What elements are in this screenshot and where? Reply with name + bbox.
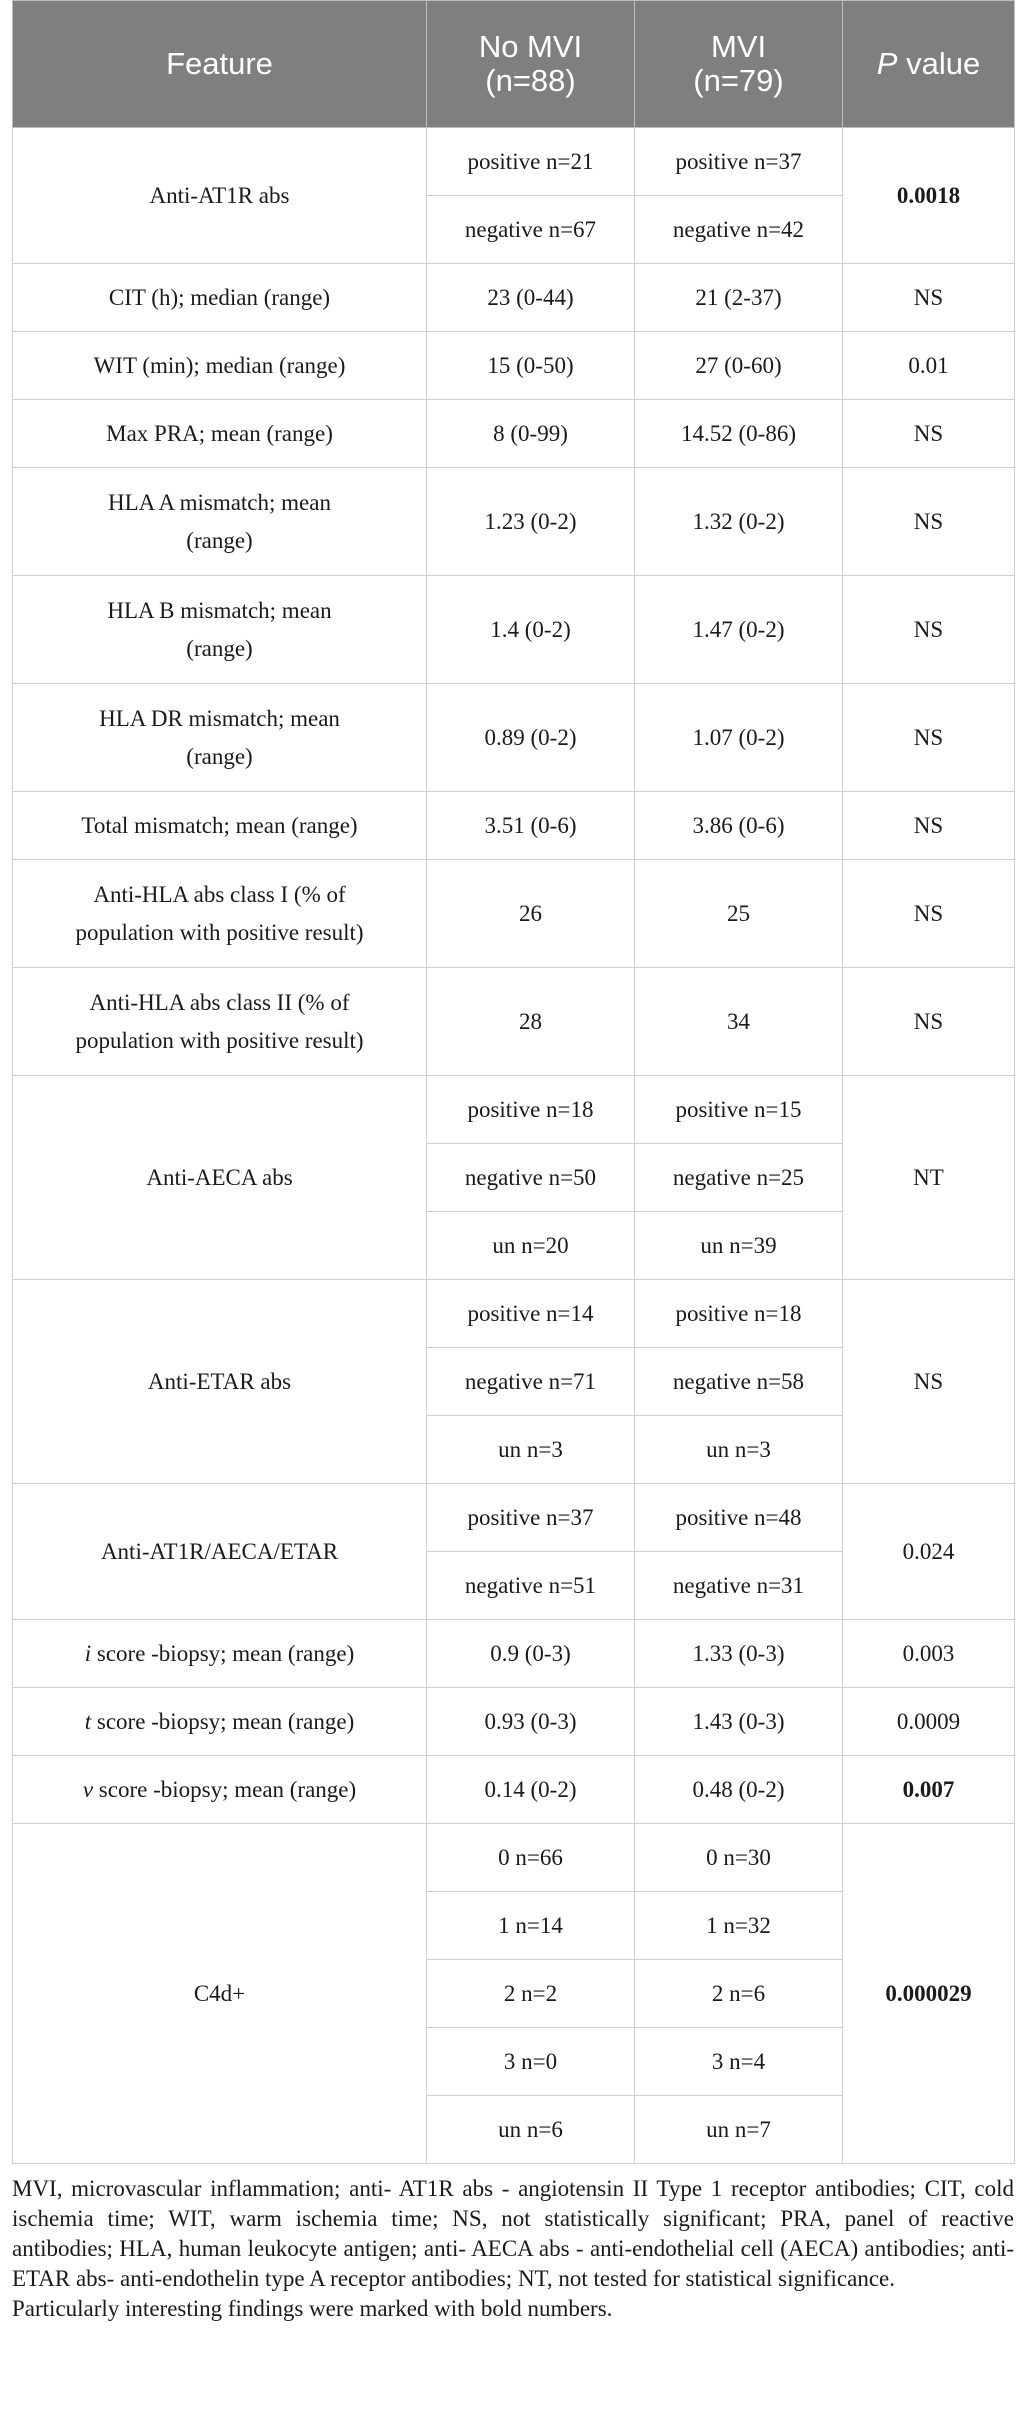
table-row — [13, 400, 1015, 468]
results-table — [12, 0, 1015, 2164]
mvi-cell: negative n=42 — [635, 196, 843, 264]
no-mvi-cell: 0.89 (0-2) — [427, 684, 635, 792]
no-mvi-cell: 3 n=0 — [427, 2028, 635, 2096]
mvi-cell: 1 n=32 — [635, 1892, 843, 1960]
table-footnote — [12, 2174, 1014, 2324]
no-mvi-cell: 1.4 (0-2) — [427, 576, 635, 684]
table-row — [13, 332, 1015, 400]
p-value-cell: NS — [843, 792, 1015, 860]
no-mvi-cell: negative n=71 — [427, 1348, 635, 1416]
mvi-cell: 0.48 (0-2) — [635, 1756, 843, 1824]
p-value-cell: NS — [843, 400, 1015, 468]
table-row — [13, 468, 1015, 576]
no-mvi-cell: 0 n=66 — [427, 1824, 635, 1892]
table-row — [13, 1076, 1015, 1144]
mvi-cell: un n=3 — [635, 1416, 843, 1484]
header-row — [13, 1, 1015, 128]
p-value-cell: NT — [843, 1076, 1015, 1280]
no-mvi-cell: un n=3 — [427, 1416, 635, 1484]
mvi-cell: un n=39 — [635, 1212, 843, 1280]
p-value-cell: NS — [843, 576, 1015, 684]
no-mvi-cell: 0.93 (0-3) — [427, 1688, 635, 1756]
mvi-cell: 1.32 (0-2) — [635, 468, 843, 576]
mvi-cell: 34 — [635, 968, 843, 1076]
feature-cell: HLA A mismatch; mean (range) — [13, 468, 427, 576]
no-mvi-cell: 1.23 (0-2) — [427, 468, 635, 576]
mvi-cell: negative n=31 — [635, 1552, 843, 1620]
table-container — [12, 0, 1014, 2324]
feature-cell: Anti-HLA abs class I (% of population with positive result) — [13, 860, 427, 968]
no-mvi-cell: un n=20 — [427, 1212, 635, 1280]
feature-cell: CIT (h); median (range) — [13, 264, 427, 332]
feature-cell: v score -biopsy; mean (range) — [13, 1756, 427, 1824]
feature-cell: Anti-AT1R abs — [13, 128, 427, 264]
no-mvi-cell: negative n=51 — [427, 1552, 635, 1620]
table-row — [13, 860, 1015, 968]
no-mvi-cell: positive n=14 — [427, 1280, 635, 1348]
mvi-cell: positive n=15 — [635, 1076, 843, 1144]
feature-cell: Max PRA; mean (range) — [13, 400, 427, 468]
no-mvi-cell: 2 n=2 — [427, 1960, 635, 2028]
no-mvi-cell: negative n=50 — [427, 1144, 635, 1212]
no-mvi-cell: positive n=21 — [427, 128, 635, 196]
feature-cell: i score -biopsy; mean (range) — [13, 1620, 427, 1688]
mvi-cell: negative n=25 — [635, 1144, 843, 1212]
p-value-cell: NS — [843, 264, 1015, 332]
mvi-cell: 3.86 (0-6) — [635, 792, 843, 860]
mvi-cell: un n=7 — [635, 2096, 843, 2164]
feature-cell: HLA DR mismatch; mean (range) — [13, 684, 427, 792]
abbreviations-note: MVI, microvascular inflammation; anti- AT1R abs - angiotensin II Type 1 receptor antibodies; CIT, cold ischemia time; WIT, warm ischemia time; NS, not statistically significant; PRA, panel of reactive antibodies; HLA, human leukocyte antigen; anti- AECA abs - anti-endothelial cell (AECA) antibodies; anti-ETAR abs- anti-endothelin type A receptor antibodies; NT, not tested for statistical significance. — [12, 2176, 1014, 2291]
p-value-cell: 0.0018 — [843, 128, 1015, 264]
header-p-value: P value — [843, 1, 1015, 128]
feature-cell: Anti-HLA abs class II (% of population with positive result) — [13, 968, 427, 1076]
table-row — [13, 128, 1015, 196]
no-mvi-cell: 8 (0-99) — [427, 400, 635, 468]
no-mvi-cell: 15 (0-50) — [427, 332, 635, 400]
mvi-cell: positive n=37 — [635, 128, 843, 196]
header-no-mvi: No MVI (n=88) — [427, 1, 635, 128]
feature-cell: Anti-ETAR abs — [13, 1280, 427, 1484]
mvi-cell: 1.47 (0-2) — [635, 576, 843, 684]
p-value-cell: NS — [843, 684, 1015, 792]
no-mvi-cell: 1 n=14 — [427, 1892, 635, 1960]
p-value-cell: NS — [843, 860, 1015, 968]
p-value-cell: 0.0009 — [843, 1688, 1015, 1756]
no-mvi-cell: positive n=37 — [427, 1484, 635, 1552]
mvi-cell: positive n=18 — [635, 1280, 843, 1348]
header-mvi: MVI (n=79) — [635, 1, 843, 128]
table-row — [13, 576, 1015, 684]
mvi-cell: 3 n=4 — [635, 2028, 843, 2096]
mvi-cell: positive n=48 — [635, 1484, 843, 1552]
no-mvi-cell: positive n=18 — [427, 1076, 635, 1144]
feature-cell: HLA B mismatch; mean (range) — [13, 576, 427, 684]
mvi-cell: 1.33 (0-3) — [635, 1620, 843, 1688]
table-row — [13, 1824, 1015, 1892]
mvi-cell: 0 n=30 — [635, 1824, 843, 1892]
p-value-cell: NS — [843, 968, 1015, 1076]
table-row — [13, 968, 1015, 1076]
no-mvi-cell: 28 — [427, 968, 635, 1076]
feature-cell: t score -biopsy; mean (range) — [13, 1688, 427, 1756]
mvi-cell: negative n=58 — [635, 1348, 843, 1416]
table-row — [13, 684, 1015, 792]
no-mvi-cell: 0.14 (0-2) — [427, 1756, 635, 1824]
feature-cell: WIT (min); median (range) — [13, 332, 427, 400]
table-row — [13, 264, 1015, 332]
mvi-cell: 1.07 (0-2) — [635, 684, 843, 792]
table-row — [13, 1620, 1015, 1688]
feature-cell: Anti-AT1R/AECA/ETAR — [13, 1484, 427, 1620]
bold-note: Particularly interesting findings were marked with bold numbers. — [12, 2296, 613, 2321]
mvi-cell: 14.52 (0-86) — [635, 400, 843, 468]
no-mvi-cell: un n=6 — [427, 2096, 635, 2164]
p-value-cell: NS — [843, 468, 1015, 576]
feature-cell: Anti-AECA abs — [13, 1076, 427, 1280]
header-feature: Feature — [13, 1, 427, 128]
no-mvi-cell: negative n=67 — [427, 196, 635, 264]
mvi-cell: 21 (2-37) — [635, 264, 843, 332]
no-mvi-cell: 26 — [427, 860, 635, 968]
no-mvi-cell: 23 (0-44) — [427, 264, 635, 332]
mvi-cell: 1.43 (0-3) — [635, 1688, 843, 1756]
p-value-cell: 0.024 — [843, 1484, 1015, 1620]
table-row — [13, 1484, 1015, 1552]
p-value-cell: NS — [843, 1280, 1015, 1484]
table-row — [13, 1756, 1015, 1824]
mvi-cell: 2 n=6 — [635, 1960, 843, 2028]
p-value-cell: 0.000029 — [843, 1824, 1015, 2164]
mvi-cell: 27 (0-60) — [635, 332, 843, 400]
p-value-cell: 0.003 — [843, 1620, 1015, 1688]
no-mvi-cell: 0.9 (0-3) — [427, 1620, 635, 1688]
p-value-cell: 0.01 — [843, 332, 1015, 400]
feature-cell: C4d+ — [13, 1824, 427, 2164]
table-row — [13, 1280, 1015, 1348]
no-mvi-cell: 3.51 (0-6) — [427, 792, 635, 860]
table-row — [13, 1688, 1015, 1756]
feature-cell: Total mismatch; mean (range) — [13, 792, 427, 860]
p-value-cell: 0.007 — [843, 1756, 1015, 1824]
table-row — [13, 792, 1015, 860]
mvi-cell: 25 — [635, 860, 843, 968]
